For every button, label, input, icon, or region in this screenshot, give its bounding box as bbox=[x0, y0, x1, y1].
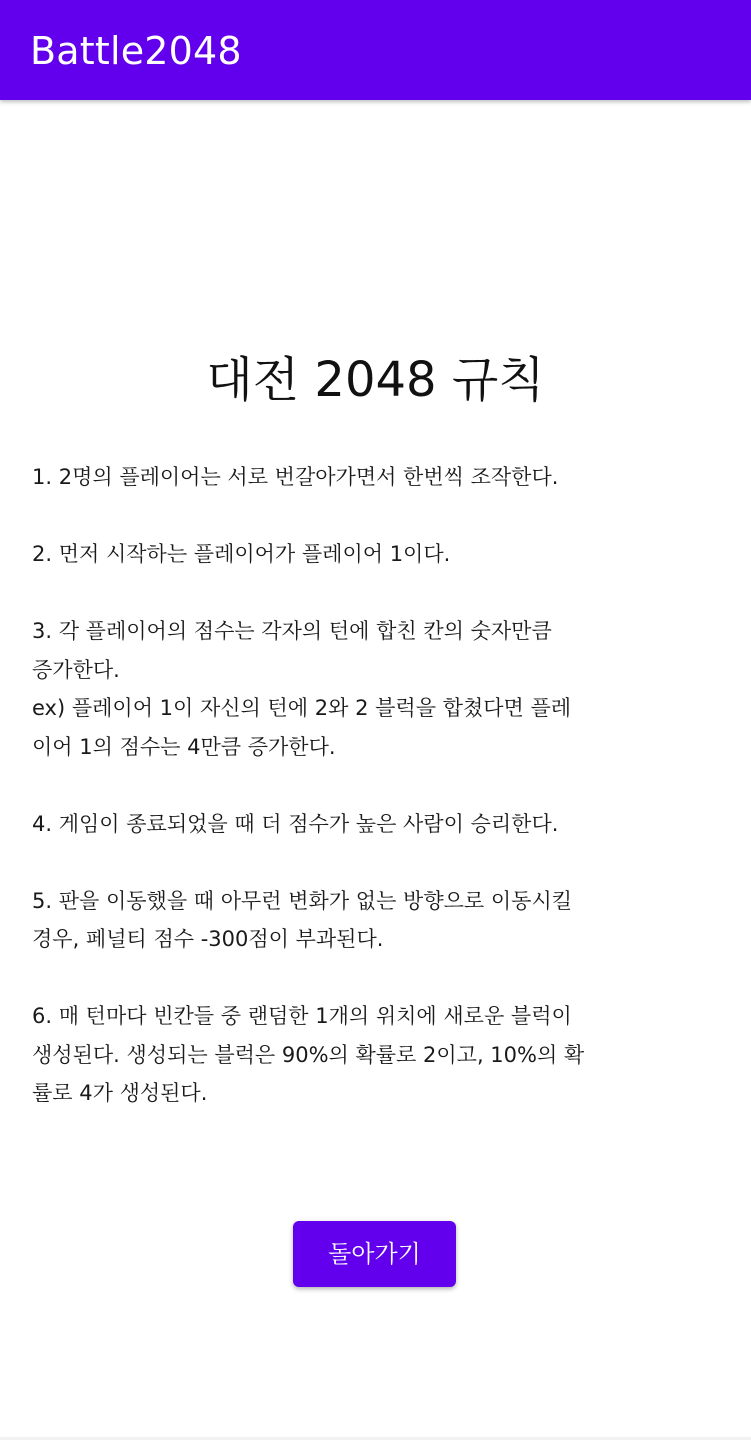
rule-example-line: ex) 플레이어 1이 자신의 턴에 2와 2 블럭을 합쳤다면 플레 bbox=[32, 696, 572, 720]
app-bar bbox=[0, 0, 751, 100]
rule-text-line: 5. 판을 이동했을 때 아무런 변화가 없는 방향으로 이동시킬 bbox=[32, 888, 573, 913]
rule-item-1 bbox=[32, 458, 732, 497]
rule-text-line: 4. 게임이 종료되었을 때 더 점수가 높은 사람이 승리한다. bbox=[32, 811, 559, 836]
rule-text-line: 3. 각 플레이어의 점수는 각자의 턴에 합친 칸의 숫자만큼 bbox=[32, 619, 552, 643]
rule-text-line: 2. 먼저 시작하는 플레이어가 플레이어 1이다. bbox=[32, 542, 451, 566]
rules-list bbox=[32, 458, 732, 1151]
rule-item-4 bbox=[32, 805, 732, 844]
rule-text-line: 경우, 페널티 점수 -300점이 부과된다. bbox=[32, 927, 384, 951]
rule-text-line: 증가한다. bbox=[32, 657, 120, 682]
app-title: Battle2048 bbox=[30, 29, 242, 73]
rule-text-line: 생성된다. 생성되는 블럭은 90%의 확률로 2이고, 10%의 확 bbox=[32, 1042, 585, 1067]
rule-item-2 bbox=[32, 535, 732, 574]
rule-text-line: 6. 매 턴마다 빈칸들 중 랜덤한 1개의 위치에 새로운 블럭이 bbox=[32, 1004, 572, 1028]
rule-item-3 bbox=[32, 612, 732, 766]
back-button[interactable]: 돌아가기 bbox=[293, 1221, 456, 1287]
rules-title: 대전 2048 규칙 bbox=[206, 352, 545, 408]
rule-text-line: 1. 2명의 플레이어는 서로 번갈아가면서 한번씩 조작한다. bbox=[32, 465, 559, 489]
rule-item-6 bbox=[32, 997, 732, 1113]
rule-example-line: 이어 1의 점수는 4만큼 증가한다. bbox=[32, 734, 336, 759]
rule-text-line: 률로 4가 생성된다. bbox=[32, 1081, 208, 1105]
rule-item-5 bbox=[32, 882, 732, 959]
